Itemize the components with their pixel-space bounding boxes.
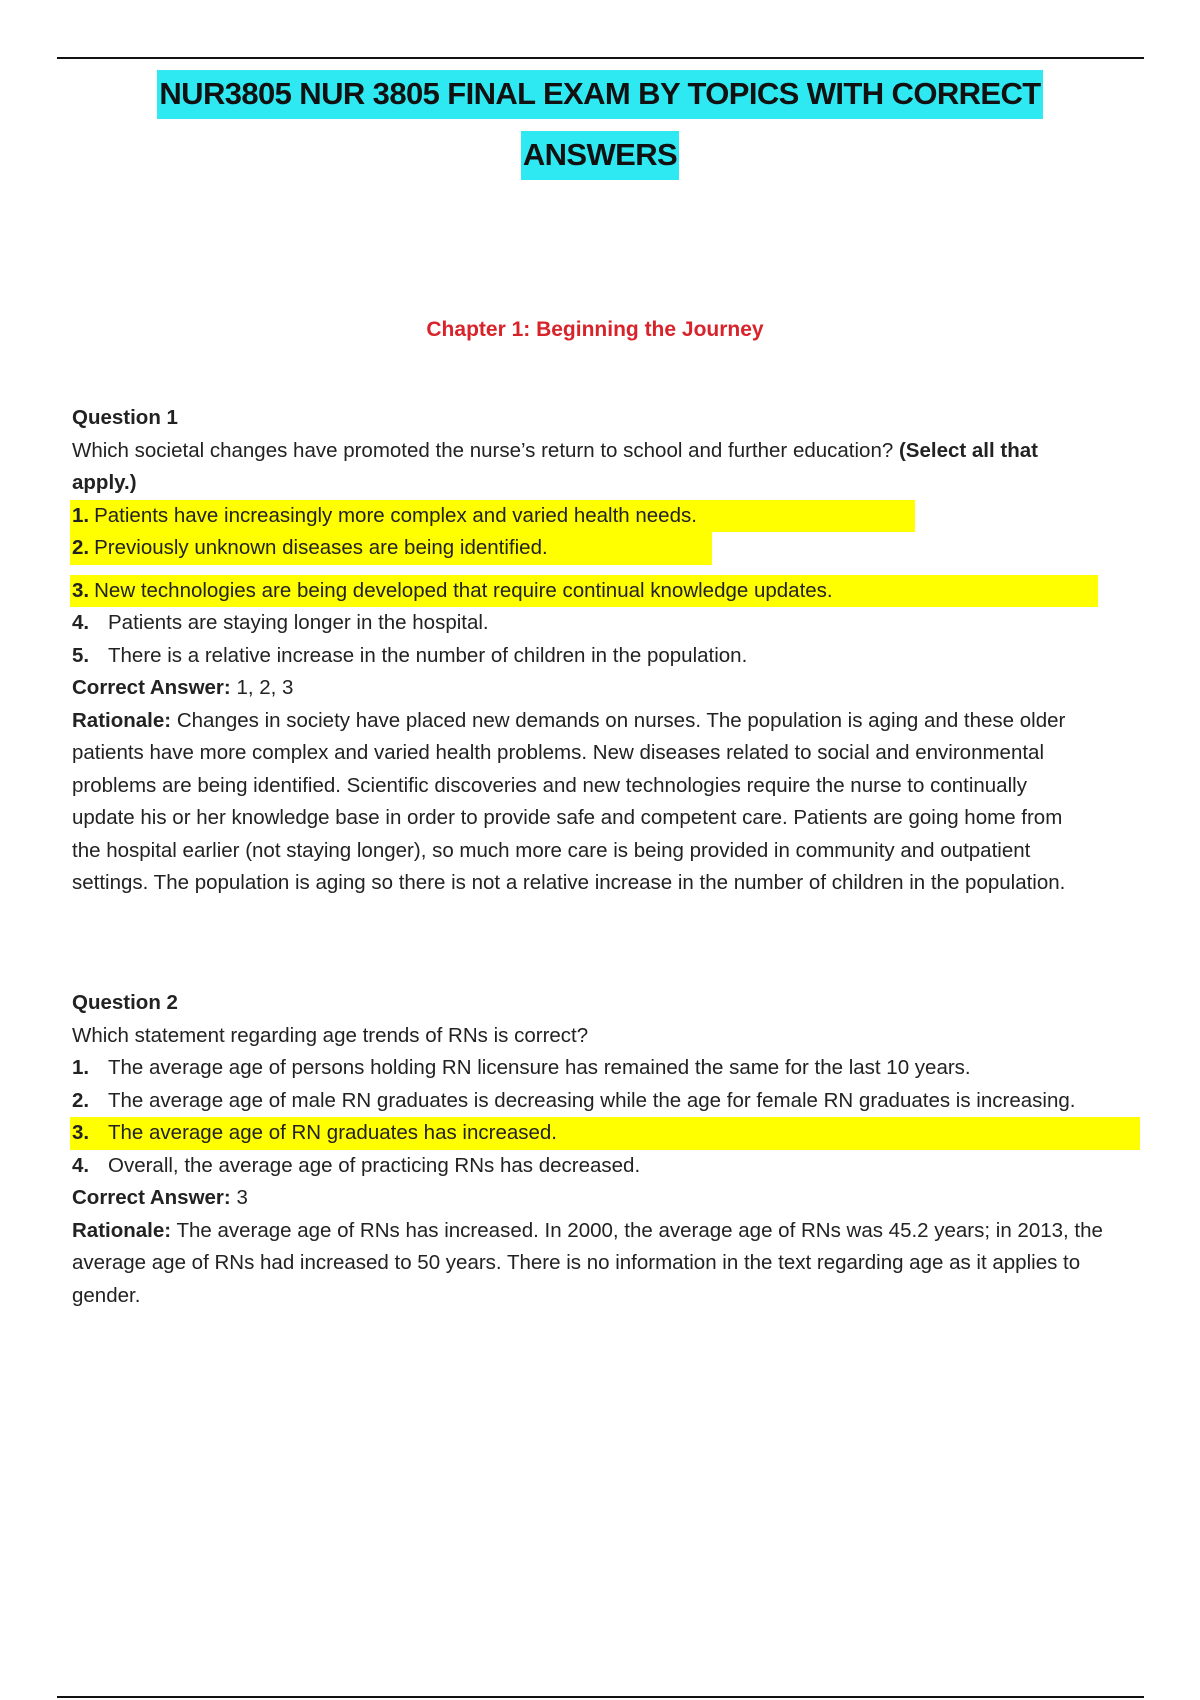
option-2	[72, 1085, 1162, 1118]
option-text: The average age of RN graduates has increased.	[108, 1121, 557, 1144]
option-text: The average age of male RN graduates is decreasing while the age for female RN graduates is increasing.	[108, 1088, 1076, 1112]
option-3	[70, 1117, 1140, 1150]
rationale-line: patients have more complex and varied health problems. New diseases related to social and environmental	[72, 741, 1045, 764]
question-title: Question 1	[72, 406, 178, 429]
option-number: 3.	[72, 578, 90, 602]
option-text: Patients have increasingly more complex and varied health needs.	[94, 503, 697, 527]
option-number: 2.	[72, 536, 90, 559]
rationale-line: average age of RNs had increased to 50 years. There is no information in the text regarding age as it applies to	[72, 1251, 1081, 1274]
stem-instruction-cont: apply.)	[72, 471, 137, 494]
rationale-label: Rationale:	[72, 708, 172, 732]
question-2	[72, 987, 1162, 1312]
correct-answer-value: 3	[236, 1186, 248, 1209]
question-stem	[72, 435, 1162, 468]
top-rule	[57, 57, 1144, 59]
rationale-line: settings. The population is aging so there is not a relative increase in the number of children in the population.	[72, 871, 1066, 894]
question-title: Question 2	[72, 991, 178, 1014]
option-2	[70, 532, 712, 565]
option-number: 4.	[72, 611, 90, 634]
correct-answer	[72, 1182, 1162, 1215]
question-1	[72, 402, 1162, 900]
rationale	[72, 1215, 1162, 1313]
correct-answer	[72, 672, 1162, 705]
rationale	[72, 705, 1162, 900]
rationale-line: update his or her knowledge base in order to provide safe and competent care. Patients are going home from	[72, 806, 1063, 829]
bottom-rule	[57, 1696, 1144, 1698]
option-3	[70, 575, 1098, 608]
correct-answer-label: Correct Answer:	[72, 1186, 231, 1209]
stem-instruction: (Select all that	[898, 438, 1038, 462]
document-title	[0, 70, 1200, 180]
option-text: Overall, the average age of practicing RNs has decreased.	[108, 1153, 641, 1177]
option-number: 1.	[72, 1056, 90, 1079]
correct-answer-value: 1, 2, 3	[236, 676, 294, 699]
rationale-line: the hospital earlier (not staying longer), so much more care is being provided in community and outpatient	[72, 838, 1031, 862]
rationale-line: Changes in society have placed new demands on nurses. The population is aging and these older	[176, 708, 1066, 732]
stem-text: Which societal changes have promoted the nurse’s return to school and further education?	[72, 438, 894, 462]
option-text: New technologies are being developed that require continual knowledge updates.	[94, 578, 833, 602]
option-text: Patients are staying longer in the hospital.	[108, 611, 489, 634]
chapter-heading: Chapter 1: Beginning the Journey	[426, 318, 764, 341]
option-number: 3.	[72, 1121, 90, 1144]
option-text: The average age of persons holding RN licensure has remained the same for the last 10 years.	[108, 1056, 971, 1079]
option-number: 5.	[72, 643, 90, 667]
question-stem: Which statement regarding age trends of RNs is correct?	[72, 1023, 589, 1047]
option-1	[72, 1052, 1162, 1085]
rationale-line: gender.	[72, 1283, 141, 1307]
option-4	[72, 607, 1162, 640]
rationale-line: The average age of RNs has increased. In 2000, the average age of RNs was 45.2 years; in 2013, the	[176, 1218, 1103, 1242]
rationale-label: Rationale:	[72, 1218, 172, 1242]
option-number: 4.	[72, 1153, 90, 1177]
option-5	[72, 640, 1162, 673]
option-number: 1.	[72, 503, 90, 527]
option-1	[70, 500, 915, 533]
option-text: Previously unknown diseases are being identified.	[94, 536, 548, 559]
rationale-line: problems are being identified. Scientific discoveries and new technologies require the nurse to continually	[72, 773, 1027, 797]
title-line-1: NUR3805 NUR 3805 FINAL EXAM BY TOPICS WITH CORRECT	[157, 70, 1042, 119]
option-4	[72, 1150, 1162, 1183]
title-line-2: ANSWERS	[521, 131, 679, 180]
option-number: 2.	[72, 1088, 90, 1112]
option-text: There is a relative increase in the number of children in the population.	[108, 643, 748, 667]
correct-answer-label: Correct Answer:	[72, 676, 231, 699]
